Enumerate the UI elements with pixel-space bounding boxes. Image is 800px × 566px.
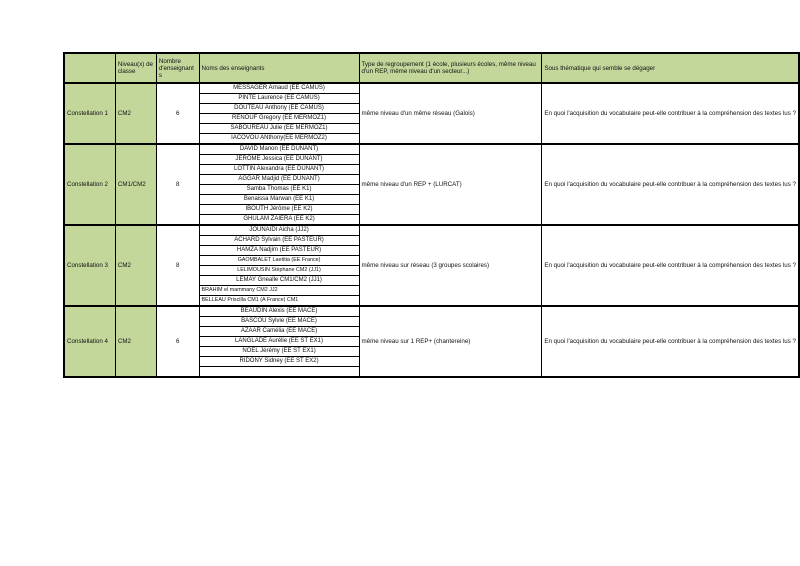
teacher-cell: BELLEAU Priscilla CM1 (A France) CM1 [199, 296, 359, 307]
teacher-cell: RENOUF Gregory (EE MERMOZ1) [199, 114, 359, 124]
teacher-cell: HAMZA Nadjim (EE PASTEUR) [199, 246, 359, 256]
constellation-group-2 [64, 144, 799, 225]
table-row [64, 306, 799, 317]
teacher-cell: LELIMOUSIN Stéphane CM2 (JJ1) [199, 266, 359, 276]
theme-cell: En quoi l'acquisition du vocabulaire peut-elle contribuer à la compréhension des textes lus ? [542, 306, 799, 377]
teacher-cell: BASCOU Sylvie (EE MACE) [199, 317, 359, 327]
constellation-name: Constellation 3 [64, 225, 115, 306]
constellation-name: Constellation 1 [64, 83, 115, 144]
constellation-group-3 [64, 225, 799, 306]
teacher-cell: PINTE Laurence (EE CAMUS) [199, 94, 359, 104]
nombre-cell: 6 [156, 83, 199, 144]
teacher-cell: RIDONY Sidney (EE ST EX2) [199, 357, 359, 367]
table-row [64, 225, 799, 236]
teacher-cell: DAVID Manon (EE DUNANT) [199, 144, 359, 155]
theme-cell: En quoi l'acquisition du vocabulaire peut-elle contribuer à la compréhension des textes lus ? [542, 83, 799, 144]
type-cell: même niveau d'un même réseau (Galois) [359, 83, 542, 144]
teacher-cell: IACOVOU ANthony(EE MERMOZ2) [199, 134, 359, 145]
teacher-cell: GHULAM ZAIERA (EE K2) [199, 215, 359, 226]
constellation-group-4 [64, 306, 799, 377]
teacher-cell: ACHARD Sylvain (EE PASTEUR) [199, 236, 359, 246]
header-type: Type de regroupement (1 école, plusieurs écoles, même niveau d'un REP, même niveau d'un secteur...) [359, 53, 542, 83]
teacher-cell: NOEL Jérémy (EE ST EX1) [199, 347, 359, 357]
niveau-cell: CM2 [115, 306, 156, 377]
niveau-cell: CM2 [115, 83, 156, 144]
teacher-cell: Benaissa Marwan (EE K1) [199, 195, 359, 205]
teacher-cell: LANGLADE Aurélie (EE ST EX1) [199, 337, 359, 347]
constellations-table [63, 52, 800, 378]
table-row [64, 144, 799, 155]
nombre-cell: 8 [156, 225, 199, 306]
teacher-cell: JOUNAIDI Aicha (JJ2) [199, 225, 359, 236]
constellation-name: Constellation 4 [64, 306, 115, 377]
header-theme: Sous thématique qui semble se dégager [542, 53, 799, 83]
header-nombre: Nombre d'enseignant s [156, 53, 199, 83]
teacher-cell: BEAUDIN Alexis (EE MACE) [199, 306, 359, 317]
teacher-cell: IBOUTH Jérôme (EE K2) [199, 205, 359, 215]
nombre-cell: 6 [156, 306, 199, 377]
teacher-cell: Samba Thomas (EE K1) [199, 185, 359, 195]
niveau-cell: CM1/CM2 [115, 144, 156, 225]
teacher-cell: BRAHIM el mammany CM2 JJ2 [199, 286, 359, 296]
teacher-cell [199, 367, 359, 378]
teacher-cell: DOUTEAU Anthony (EE CAMUS) [199, 104, 359, 114]
teacher-cell: SABOUREAU Julie (EE MERMOZ1) [199, 124, 359, 134]
teacher-cell: LEMAY Gnealle CM1/CM2 (JJ1) [199, 276, 359, 286]
type-cell: même niveau sur 1 REP+ (chantereine) [359, 306, 542, 377]
theme-cell: En quoi l'acquisition du vocabulaire peut-elle contribuer à la compréhension des textes lus ? [542, 225, 799, 306]
teacher-cell: MESSAGER Arnaud (EE CAMUS) [199, 83, 359, 94]
header-noms: Noms des enseignants [199, 53, 359, 83]
type-cell: même niveau d'un REP + (LURCAT) [359, 144, 542, 225]
table-row [64, 83, 799, 94]
theme-cell: En quoi l'acquisition du vocabulaire peut-elle contribuer à la compréhension des textes lus ? [542, 144, 799, 225]
teacher-cell: GAOMBALET Laetitia (EE France) [199, 256, 359, 266]
teacher-cell: AGGAR Madjid (EE DUNANT) [199, 175, 359, 185]
teacher-cell: AZAAR Camélia (EE MACE) [199, 327, 359, 337]
teacher-cell: LOTTIN Alexandra (EE DUNANT) [199, 165, 359, 175]
nombre-cell: 8 [156, 144, 199, 225]
niveau-cell: CM2 [115, 225, 156, 306]
header-niveau: Niveau(x) de classe [115, 53, 156, 83]
type-cell: même niveau sur réseau (3 groupes scolaires) [359, 225, 542, 306]
header-row [64, 53, 799, 83]
header-constellation [64, 53, 115, 83]
constellation-name: Constellation 2 [64, 144, 115, 225]
teacher-cell: JEROME Jessica (EE DUNANT) [199, 155, 359, 165]
constellation-group-1 [64, 83, 799, 144]
